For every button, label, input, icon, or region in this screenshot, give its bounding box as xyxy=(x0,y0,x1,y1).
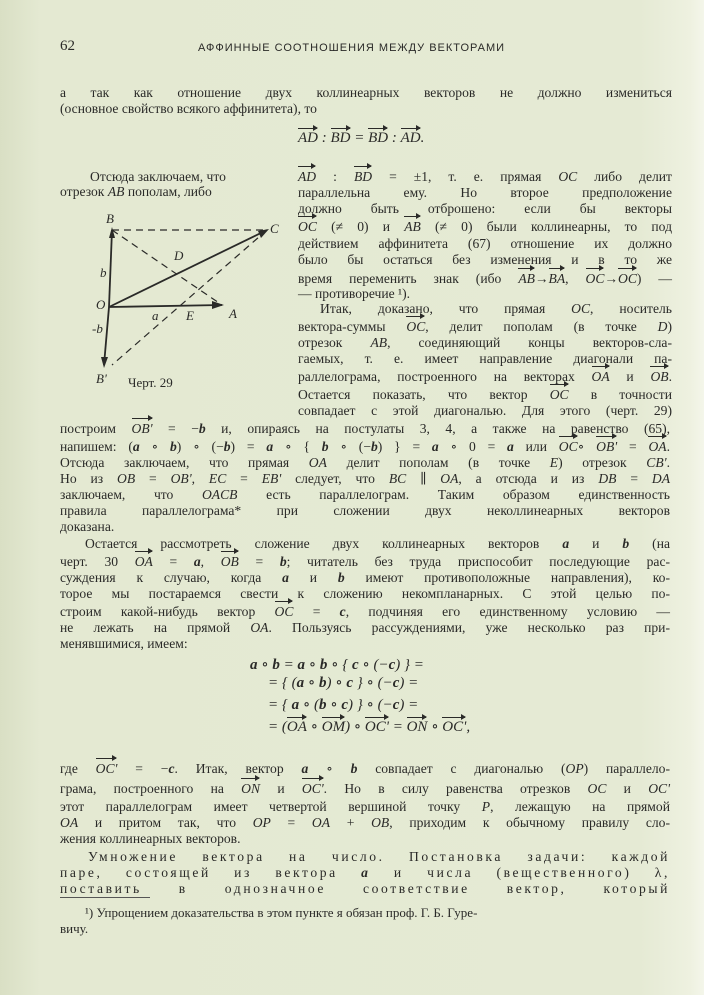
text-line: время переменить знак (ибо AB→BA, OC→OC) — xyxy=(298,271,672,286)
text-line: гаемых, т. е. имеет направление диагонали па- xyxy=(298,351,672,366)
text-line xyxy=(60,84,672,101)
running-title: АФФИННЫЕ СООТНОШЕНИЯ МЕЖДУ ВЕКТОРАМИ xyxy=(198,42,506,54)
svg-text:C: C xyxy=(270,221,279,236)
svg-text:a: a xyxy=(152,308,159,323)
svg-text:A: A xyxy=(229,306,237,321)
text-line: Отсюда заключаем, что прямая OA делит пополам (в точке E) отрезок CB'. xyxy=(60,455,670,470)
text-line: Умножение вектора на число. Постановка задачи: каждой xyxy=(88,849,670,864)
text-line: напишем: (a ∘ b) ∘ (−b) = a ∘ { b ∘ (−b) } = a ∘ 0 = a или OC∘ OB' = OA. xyxy=(60,439,670,454)
figure-caption: Черт. 29 xyxy=(128,375,173,390)
svg-text:D: D xyxy=(174,248,184,263)
equation-line: = { (a ∘ b) ∘ c } ∘ (−c) = xyxy=(268,675,419,691)
text-line: отрезок AB, соединяющий концы векторов-сла- xyxy=(298,335,672,350)
text-line: жения коллинеарных векторов. xyxy=(60,831,241,846)
figure-29-diagram xyxy=(82,205,282,385)
text-line: действием аффинитета (67) отношение их должно xyxy=(298,236,672,251)
text-line: раллелограма, построенного на векторах OA и OB. xyxy=(298,369,672,384)
svg-text:b: b xyxy=(100,265,107,280)
text-line-content: а так как отношение двух коллинеарных векторов не должно измениться xyxy=(60,85,672,100)
page-number: 62 xyxy=(60,38,75,54)
text-line: поставить в однозначное соответствие вектор, который xyxy=(60,881,670,896)
footnote-rule xyxy=(60,897,150,898)
equation-line: = { a ∘ (b ∘ c) } ∘ (−c) = xyxy=(268,697,419,713)
text-line: паре, состоящей из вектора a и числа (вещественного) λ, xyxy=(60,865,670,880)
svg-text:B': B' xyxy=(96,371,107,385)
text-line: заключаем, что OACB есть параллелограм. Таким образом единственность xyxy=(60,487,670,502)
text-line: доказана. xyxy=(60,519,115,534)
footnote-text: ¹) Упрощением доказательства в этом пункте я обязан проф. Г. Б. Гуре- xyxy=(85,905,478,920)
svg-text:O: O xyxy=(96,297,106,312)
equation-ratio: AD : BD = BD : AD. xyxy=(298,130,425,146)
text-line: черт. 30 OA = a, OB = b; читатель без труда приспособит последующие рас- xyxy=(60,554,671,569)
text-line: Итак, доказано, что прямая OC, носитель xyxy=(320,301,672,316)
text-line: торое мы постараемся свести к сложению некомпланарных. С этой целью по- xyxy=(60,586,670,601)
svg-text:E: E xyxy=(186,308,194,323)
text-line: этот параллелограм имеет четвертой вершиной точку P, лежащую на прямой xyxy=(60,799,670,814)
text-line: построим OB' = −b и, опираясь на постулаты 3, 4, а также на равенство (65), xyxy=(60,421,670,436)
equation-line: = (OA ∘ OM) ∘ OC' = ON ∘ OC', xyxy=(268,719,471,735)
text-line: было бы остаться без изменения и в то же xyxy=(298,252,672,267)
text-line: отрезок AB пополам, либо xyxy=(60,184,212,199)
text-line: OC (≠ 0) и AB (≠ 0) были коллинеарны, то под xyxy=(298,219,672,234)
text-line: Отсюда заключаем, что xyxy=(90,169,226,184)
text-line: параллельна ему. Но второе предположение xyxy=(298,185,672,200)
text-line: менявшимися, имеем: xyxy=(60,636,188,651)
text-line: Но из OB = OB', EC = EB' следует, что BC ∥ OA, а отсюда и из DB = DA xyxy=(60,471,670,486)
text-line: где OC' = −c. Итак, вектор a ∘ b совпадает с диагональю (OP) параллело- xyxy=(60,761,670,776)
footnote-text: вичу. xyxy=(60,921,89,936)
text-line: — противоречие ¹). xyxy=(298,286,411,301)
svg-text:-b: -b xyxy=(92,321,103,336)
text-line: Остается рассмотреть сложение двух коллинеарных векторов a и b (на xyxy=(85,536,671,551)
text-line: AD : BD = ±1, т. е. прямая OC либо делит xyxy=(298,169,672,184)
text-line: грама, построенного на ON и OC'. Но в силу равенства отрезков OC и OC' xyxy=(60,781,671,796)
text-line: должно быть отброшено: если бы векторы xyxy=(298,201,672,216)
text-line: правила параллелограма* при сложении двух неколлинеарных векторов xyxy=(60,503,670,518)
label-B: B xyxy=(106,211,114,226)
text-line: OA и притом так, что OP = OA + OB, приходим к обычному правилу сло- xyxy=(60,815,670,830)
text-line: не лежать на прямой OA. Пользуясь рассуждениями, уже несколько раз при- xyxy=(60,620,670,635)
text-line: Остается показать, что вектор OC в точности xyxy=(298,387,673,402)
text-line: совпадает с этой диагональю. Для этого (черт. 29) xyxy=(298,403,672,418)
equation-line: a ∘ b = a ∘ b ∘ { c ∘ (−c) } = xyxy=(250,657,424,673)
text-line: суждения к случаю, когда a и b имеют противоположные направления), ко- xyxy=(60,570,670,585)
text-line: (основное свойство всякого аффинитета), то xyxy=(60,101,317,116)
text-line: вектора-суммы OC, делит пополам (в точке D) xyxy=(298,319,672,334)
text-line: строим какой-нибудь вектор OC = c, подчиняя его единственному условию — xyxy=(60,604,670,619)
